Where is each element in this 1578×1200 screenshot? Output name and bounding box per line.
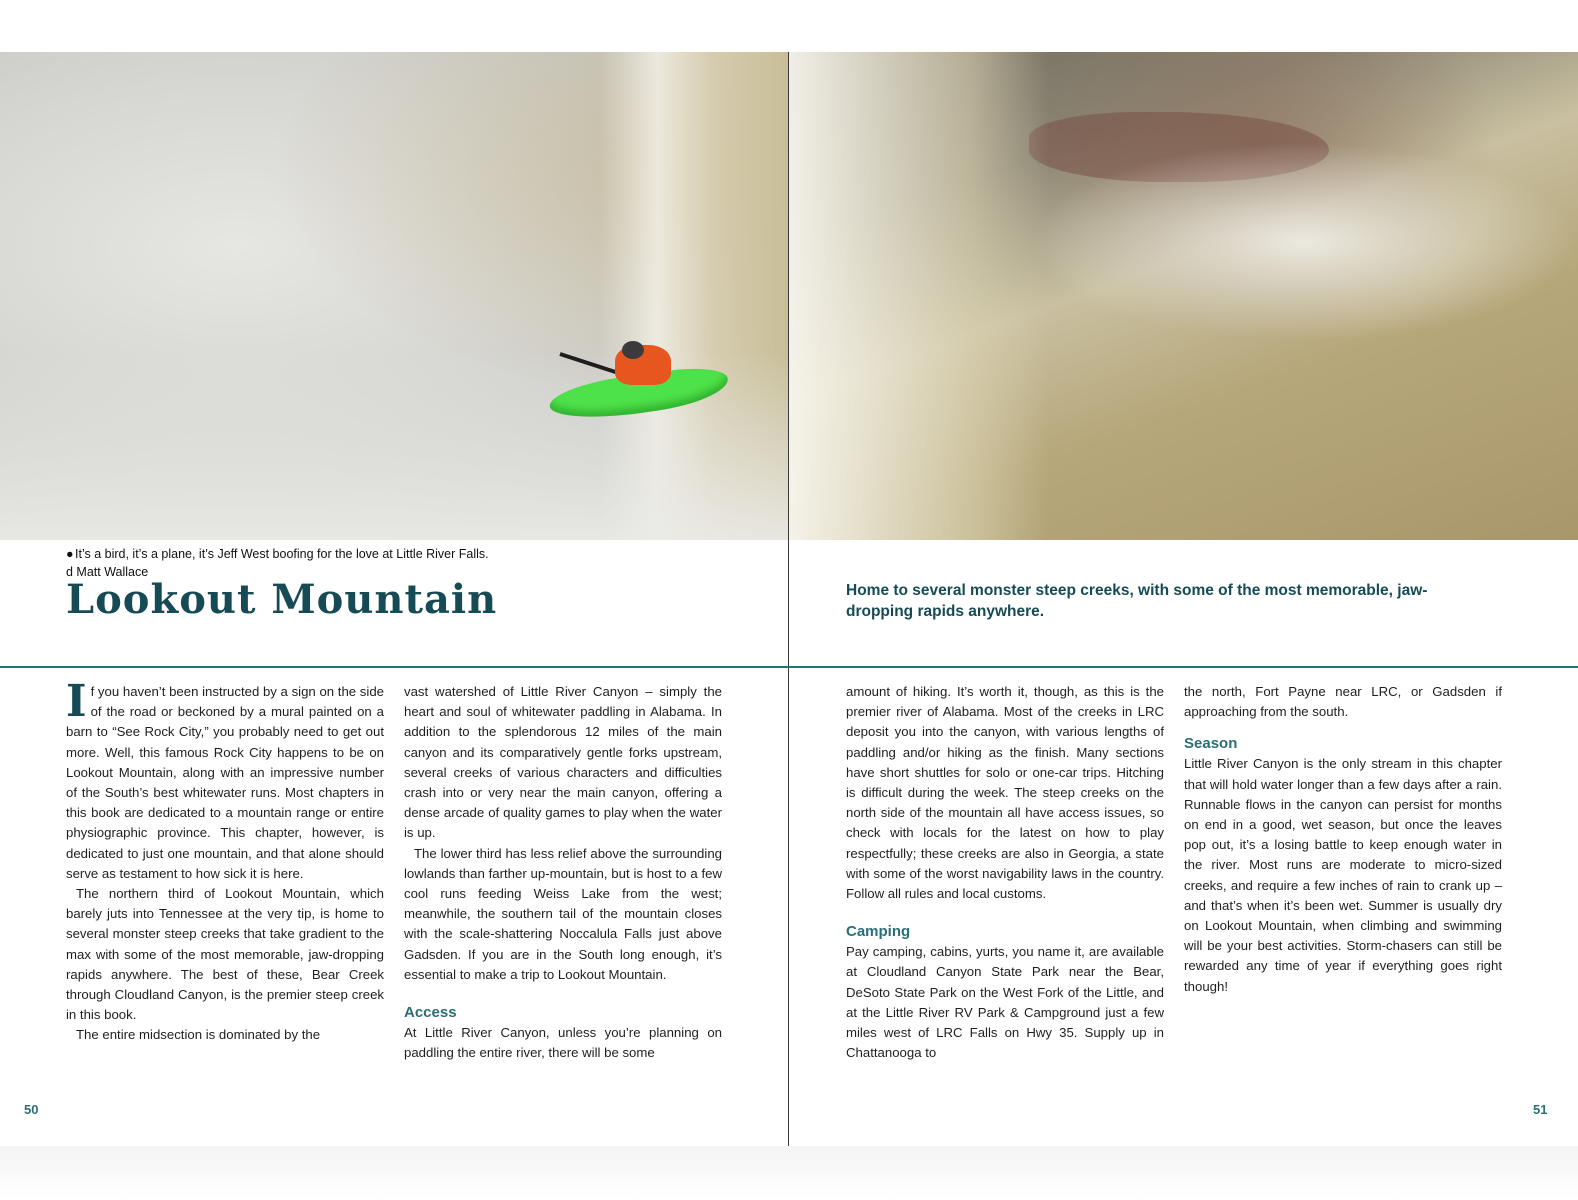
paragraph: Little River Canyon is the only stream in this chapter that will hold water longer than a few days after a rain. Runnable flows in the canyon can persist for months on end in a good, wet season, but once the leaves pop out, it’s a losing battle to keep enough water in the river. Most runs are moderate to micro-sized creeks, and require a few inches of rain to crank up – and that’s when it’s been wet. Summer is usually dry on Lookout Mountain, when climbing and swimming will be your best activities. Storm-chasers can still be rewarded any time of year if everything goes right though! [1184,756,1502,994]
paddler-helmet [622,341,644,359]
section-heading-season: Season [1184,735,1238,753]
page-number-right: 51 [1533,1102,1548,1117]
drop-cap: I [66,676,87,727]
paragraph: Pay camping, cabins, yurts, you name it, are available at Cloudland Canyon State Park near the Bear, DeSoto State Park on the West Fork of the Little, and at the Little River RV Park & Campground just a few miles west of LRC Falls on Hwy 35. Supply up in Chattanooga to [846,944,1164,1061]
whitewater-spray [1029,142,1578,342]
section-heading-camping: Camping [846,923,911,941]
header-rule [0,666,1578,668]
page-number-left: 50 [24,1102,39,1117]
text-column-4 [1184,682,1502,997]
chapter-subhead: Home to several monster steep creeks, with some of the most memorable, jaw-dropping rapids anywhere. [846,582,1428,620]
whitewater-foam [789,52,1049,540]
section-heading-access: Access [404,1004,457,1022]
photo-right-falls-lip [789,52,1578,540]
paragraph: vast watershed of Little River Canyon – simply the heart and soul of whitewater paddling in Alabama. In addition to the splendorous 12 miles of the main canyon and its comparatively gentle forks upstream, several creeks of various characters and difficulties crash into or very near the main canyon, offering a dense arcade of quality games to play when the water is up. [404,684,722,841]
water-drop-icon: ● [66,547,74,561]
paragraph: amount of hiking. It’s worth it, though, as this is the premier river of Alabama. Most of the creeks in LRC deposit you into the canyon, with various lengths of paddling and/or hiking as the finish. Many sections have short shuttles for solo or one-car trips. Hitching is difficult during the week. The steep creeks on the north side of the mountain all have access issues, so check with locals for the latest on how to play respectfully; these creeks are also in Georgia, a state with some of the worst navigability laws in the country. Follow all rules and local customs. [846,684,1164,902]
caption-line-2: d Matt Wallace [66,565,149,579]
chapter-title: Lookout Mountain [66,576,498,623]
text-column-2 [404,682,722,1063]
paragraph-text: f you haven’t been instructed by a sign on the side of the road or beckoned by a mural painted on a barn to “See Rock City,” you probably need to get out more. Well, this famous Rock City happens to be on Lookout Mountain, along with an impressive number of the South’s best whitewater runs. Most chapters in this book are dedicated to a mountain range or entire physiographic province. This chapter, however, is dedicated to just one mountain, and that alone should serve as testament to how sick it is here. [66,684,384,881]
paragraph [66,676,384,884]
caption-line-1: It’s a bird, it’s a plane, it’s Jeff West boofing for the love at Little River Falls. [75,547,489,561]
page-gutter [788,52,789,1146]
paragraph: The entire midsection is dominated by the [76,1027,321,1043]
paragraph: At Little River Canyon, unless you’re planning on paddling the entire river, there will be some [404,1025,722,1061]
text-column-3 [846,682,1164,1063]
photo-left-kayaker-waterfall [0,52,788,579]
paragraph: The northern third of Lookout Mountain, which barely juts into Tennessee at the very tip, is home to several monster steep creeks that take gradient to the max with some of the most memorable, jaw-dropping rapids anywhere. The best of these, Bear Creek through Cloudland Canyon, is the premier steep creek in this book. [66,886,384,1023]
text-column-1 [66,676,384,1046]
paragraph: The lower third has less relief above the surrounding lowlands than farther up-mountain, but is host to a few cool runs feeding Weiss Lake from the west; meanwhile, the southern tail of the mountain closes with the scale-shattering Noccalula Falls just above Gadsden. If you are in the South long enough, it’s essential to make a trip to Lookout Mountain. [404,845,722,982]
page-bottom-edge [0,1146,1578,1200]
paragraph: the north, Fort Payne near LRC, or Gadsden if approaching from the south. [1184,684,1502,720]
